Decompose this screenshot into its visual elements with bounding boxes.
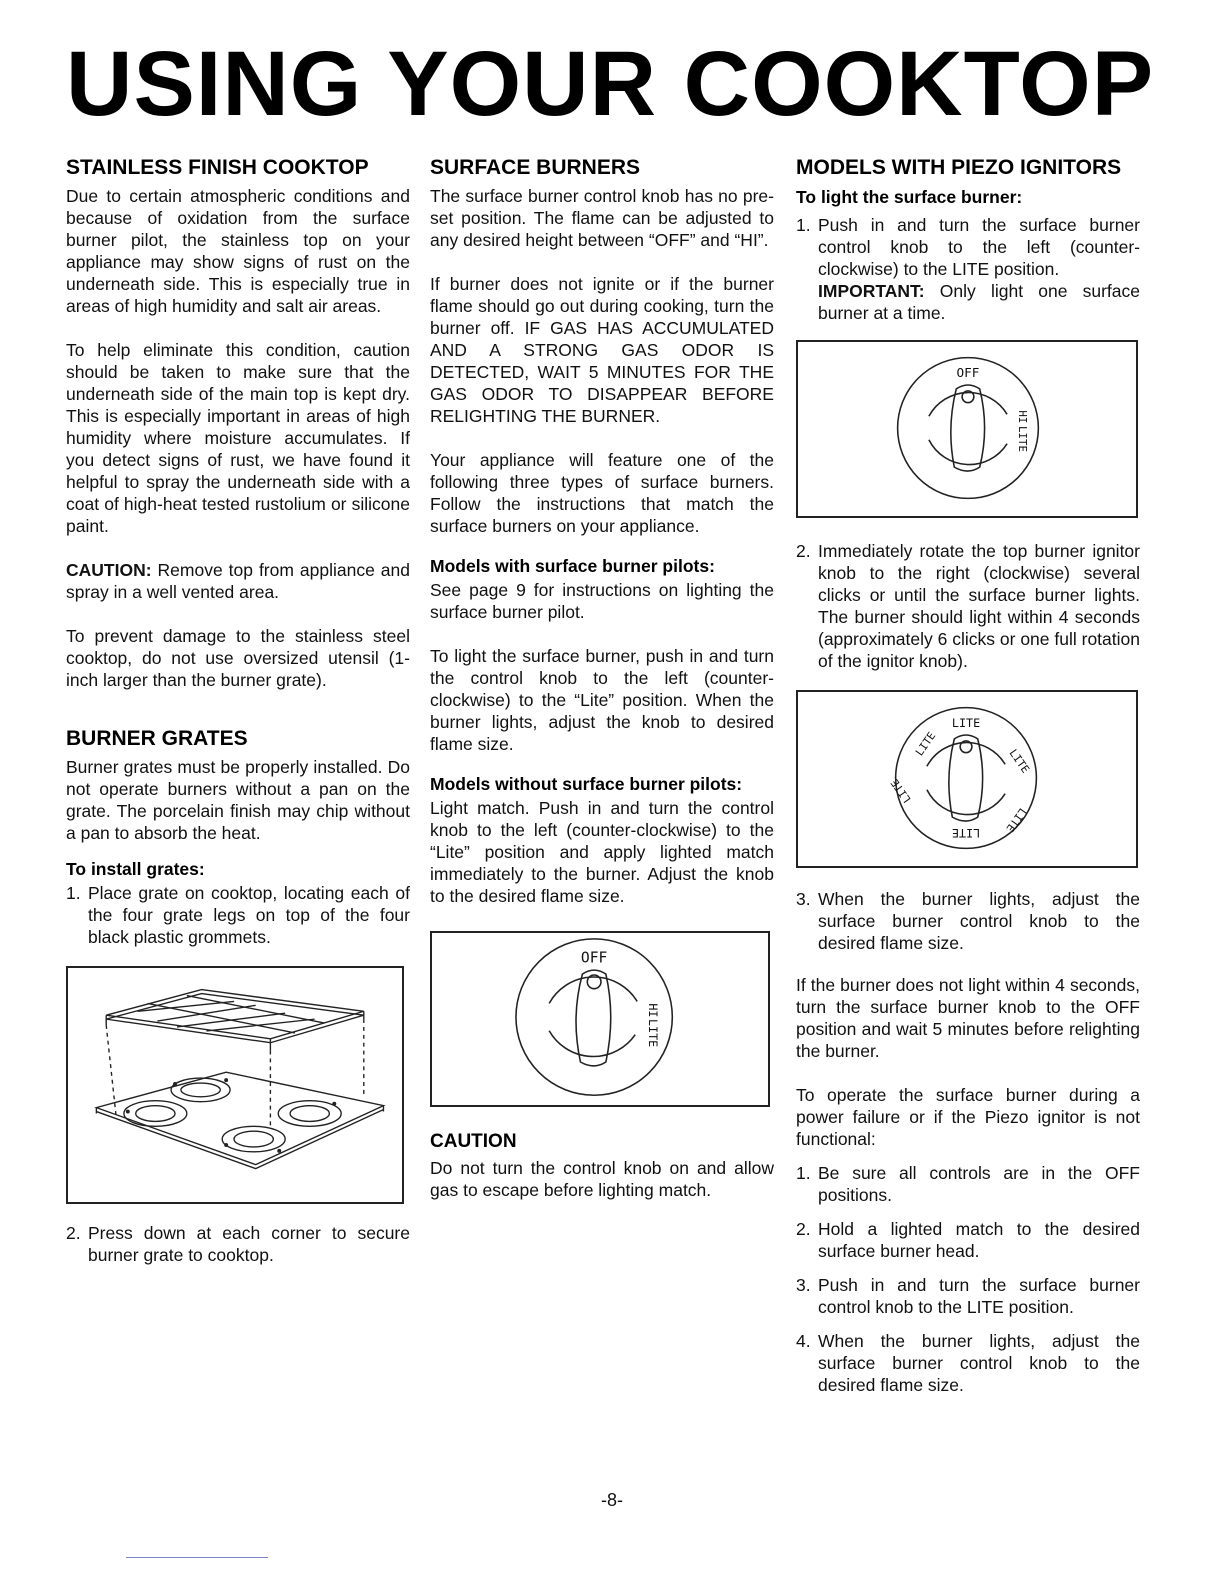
important-text: Only light one surface burner at a time. xyxy=(818,281,1140,323)
caution-text: Remove top from appliance and spray in a well vented area. xyxy=(66,560,410,602)
step-number: 3. xyxy=(796,1275,811,1295)
pilots-heading: Models with surface burner pilots: xyxy=(430,556,715,576)
footer-rule xyxy=(126,1557,268,1558)
caution-label: CAUTION: xyxy=(66,560,152,580)
step-number: 4. xyxy=(796,1331,811,1351)
burners-heading: SURFACE BURNERS xyxy=(430,156,641,179)
knob-off-drawing xyxy=(432,933,768,1105)
knob-hi-label: HI xyxy=(645,1003,660,1018)
knob-lite-lower-right-label: LITE xyxy=(1003,805,1029,835)
knob-lite-lower-left-label: LITE xyxy=(888,776,914,806)
knob-lite-bottom-label: LITE xyxy=(951,825,981,840)
light-steps-continued xyxy=(796,540,1140,672)
step-text: Hold a lighted match to the desired surface burner head. xyxy=(818,1219,1140,1261)
power-failure-paragraph: To operate the surface burner during a power failure or if the Piezo ignitor is not functional: xyxy=(796,1085,1140,1149)
knob-lite-label: LITE xyxy=(1015,426,1029,452)
page-title: USING YOUR COOKTOP xyxy=(66,33,1155,135)
no-light-paragraph: If the burner does not light within 4 seconds, turn the surface burner knob to the OFF position and wait 5 minutes before relighting the burner. xyxy=(796,975,1140,1061)
step-text: When the burner lights, adjust the surface burner control knob to the desired flame size. xyxy=(818,889,1140,953)
step-number: 1. xyxy=(796,1163,811,1183)
column-right xyxy=(796,156,1140,1408)
column-middle xyxy=(430,156,774,1201)
step-text: Place grate on cooktop, locating each of the four grate legs on top of the four black plastic grommets. xyxy=(88,883,410,947)
knob-lite-label: LITE xyxy=(645,1019,660,1048)
step-number: 2. xyxy=(796,541,811,561)
list-item xyxy=(66,1222,410,1266)
stainless-paragraph-4: To prevent damage to the stainless steel cooktop, do not use oversized utensil (1-inch larger than the burner grate). xyxy=(66,626,410,690)
list-item xyxy=(796,1274,1140,1318)
step-number: 1. xyxy=(66,883,81,903)
knob-off-illustration xyxy=(430,931,770,1107)
caution-text-middle: Do not turn the control knob on and allow gas to escape before lighting match. xyxy=(430,1158,774,1200)
step-number: 1. xyxy=(796,215,811,235)
no-pilots-heading: Models without surface burner pilots: xyxy=(430,774,743,794)
step-text: Press down at each corner to secure burner grate to cooktop. xyxy=(88,1223,410,1265)
column-left xyxy=(66,156,410,1278)
list-item xyxy=(66,882,410,948)
list-item xyxy=(796,214,1140,324)
caution-heading: CAUTION xyxy=(430,1131,517,1152)
step-text: When the burner lights, adjust the surface burner control knob to the desired flame size. xyxy=(818,1331,1140,1395)
step-text: Push in and turn the surface burner control knob to the left (counter-clockwise) to the LITE position. xyxy=(818,215,1140,279)
knob-off-piezo-drawing xyxy=(798,342,1136,516)
page-number: -8- xyxy=(601,1490,623,1510)
knob-off-illustration-piezo xyxy=(796,340,1138,518)
knob-off-label: OFF xyxy=(580,949,608,967)
knob-hi-label: HI xyxy=(1015,410,1029,424)
caution-paragraph xyxy=(66,559,410,603)
pilots-paragraph-2: To light the surface burner, push in and turn the control knob to the left (counter-clockwise) to the “Lite” position. When the burner lights, adjust the knob to desired flame size. xyxy=(430,646,774,754)
grates-paragraph: Burner grates must be properly installed. Do not operate burners without a pan on the grate. The porcelain finish may chip without a pan to absorb the heat. xyxy=(66,757,410,843)
knob-lite-drawing xyxy=(798,692,1136,866)
power-failure-steps xyxy=(796,1162,1140,1396)
install-steps-continued xyxy=(66,1222,410,1266)
knob-off-label: OFF xyxy=(956,365,980,381)
stainless-paragraph-2: To help eliminate this condition, caution should be taken to make sure that the underneath side of the main top is kept dry. This is especially important in areas of high humidity where moisture accumulates. If you detect signs of rust, we have found it helpful to spray the underneath side with a coat of high-heat tested rustolium or silicone paint. xyxy=(66,340,410,536)
burners-paragraph-3: Your appliance will feature one of the following three types of surface burners. Follow the instructions that match the surface burners on your appliance. xyxy=(430,450,774,536)
step-text: Push in and turn the surface burner control knob to the LITE position. xyxy=(818,1275,1140,1317)
list-item xyxy=(796,1218,1140,1262)
pilots-paragraph-1: See page 9 for instructions on lighting the surface burner pilot. xyxy=(430,580,774,622)
light-heading: To light the surface burner: xyxy=(796,187,1023,207)
list-item xyxy=(796,888,1140,954)
install-steps xyxy=(66,882,410,948)
knob-lite-top-label: LITE xyxy=(951,716,981,731)
install-heading: To install grates: xyxy=(66,859,205,879)
knob-lite-right-label: LITE xyxy=(1006,746,1033,776)
list-item xyxy=(796,540,1140,672)
grate-cooktop-drawing xyxy=(68,968,402,1202)
step-number: 2. xyxy=(796,1219,811,1239)
burners-paragraph-2: If burner does not ignite or if the burner flame should go out during cooking, turn the burner off. IF GAS HAS ACCUMULATED AND A STRONG GAS ODOR IS DETECTED, WAIT 5 MINUTES FOR THE GAS ODOR TO DISAPPEAR BEFORE RELIGHTING THE BURNER. xyxy=(430,274,774,426)
knob-lite-illustration xyxy=(796,690,1138,868)
step-text: Immediately rotate the top burner ignitor knob to the right (clockwise) several clicks or until the surface burner lights. The burner should light within 4 seconds (approximately 6 clicks or one full rotation of the ignitor knob). xyxy=(818,541,1140,671)
step-number: 3. xyxy=(796,889,811,909)
grate-illustration xyxy=(66,966,404,1204)
step-number: 2. xyxy=(66,1223,81,1243)
piezo-heading: MODELS WITH PIEZO IGNITORS xyxy=(796,156,1122,179)
stainless-paragraph-1: Due to certain atmospheric conditions and because of oxidation from the surface burner pilot, the stainless top on your appliance may show signs of rust on the underneath side. This is especially true in areas of high humidity and salt air areas. xyxy=(66,186,410,316)
no-pilots-paragraph: Light match. Push in and turn the control knob to the left (counter-clockwise) to the “Lite” position and apply lighted match immediately to the burner. Adjust the knob to the desired flame size. xyxy=(430,798,774,906)
knob-lite-left-label: LITE xyxy=(912,729,939,759)
light-steps xyxy=(796,214,1140,324)
step-text: Be sure all controls are in the OFF positions. xyxy=(818,1163,1140,1205)
list-item xyxy=(796,1330,1140,1396)
burners-paragraph-1: The surface burner control knob has no pre-set position. The flame can be adjusted to any desired height between “OFF” and “HI”. xyxy=(430,186,774,250)
important-label: IMPORTANT: xyxy=(818,281,925,301)
grates-heading: BURNER GRATES xyxy=(66,727,248,750)
light-steps-final xyxy=(796,888,1140,954)
stainless-heading: STAINLESS FINISH COOKTOP xyxy=(66,156,369,179)
list-item xyxy=(796,1162,1140,1206)
